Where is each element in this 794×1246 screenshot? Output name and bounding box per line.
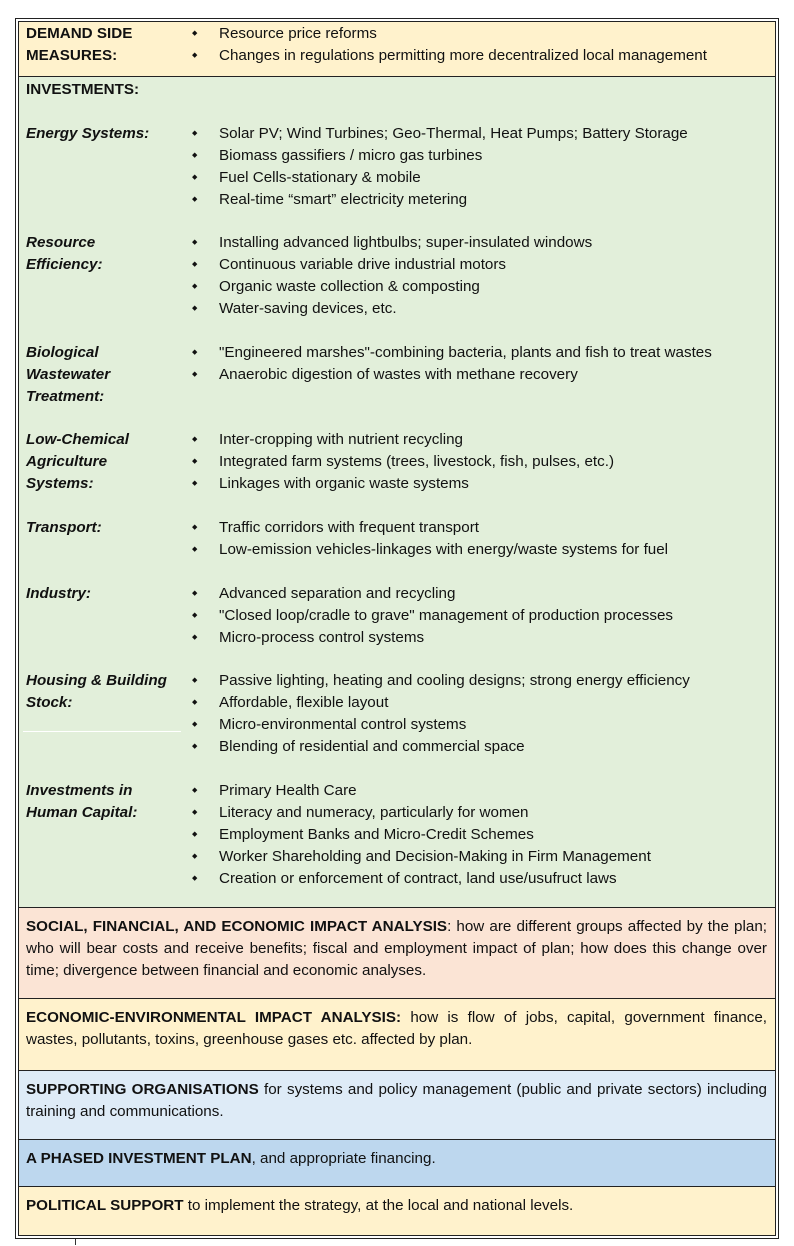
- investment-plan-paragraph: [19, 1140, 775, 1170]
- list-item: [192, 123, 775, 145]
- investment-group-label: [26, 517, 186, 539]
- diamond-bullet-icon: ◆: [192, 524, 198, 532]
- investment-group: [19, 429, 775, 495]
- investment-group-label-line: Energy Systems:: [26, 124, 150, 142]
- list-item-text: Linkages with organic waste systems: [219, 475, 469, 493]
- list-item: [192, 429, 775, 451]
- investment-group-label-line: Low-Chemical: [26, 431, 129, 449]
- investments-heading: INVESTMENTS:: [26, 81, 140, 98]
- list-item-text: Biomass gassifiers / micro gas turbines: [219, 146, 483, 164]
- investment-group-label-line: Human Capital:: [26, 803, 138, 821]
- list-item-text: Employment Banks and Micro-Credit Schemes: [219, 825, 534, 843]
- list-item: [192, 145, 775, 167]
- investment-group: [19, 583, 775, 649]
- investment-group-label-line: Housing & Building: [26, 672, 167, 690]
- investment-group-label: [26, 342, 186, 408]
- diamond-bullet-icon: ◆: [192, 195, 198, 203]
- diamond-bullet-icon: ◆: [192, 51, 198, 59]
- diamond-bullet-icon: ◆: [192, 852, 198, 860]
- list-item-text: Micro-environmental control systems: [219, 716, 467, 734]
- diamond-bullet-icon: ◆: [192, 305, 198, 313]
- investment-group: [19, 123, 775, 211]
- list-item-text: Integrated farm systems (trees, livestock, fish, pulses, etc.): [219, 453, 615, 471]
- diamond-bullet-icon: ◆: [192, 348, 198, 356]
- list-item-text: Fuel Cells-stationary & mobile: [219, 168, 421, 186]
- investment-group-list: [192, 429, 775, 495]
- investment-group-list: [192, 583, 775, 649]
- diamond-bullet-icon: ◆: [192, 545, 198, 553]
- list-item-text: Organic waste collection & composting: [219, 278, 480, 296]
- supporting-orgs-paragraph: [19, 1071, 775, 1123]
- diamond-bullet-icon: ◆: [192, 151, 198, 159]
- list-item: [192, 189, 775, 211]
- list-item: [192, 714, 775, 736]
- list-item-text: Changes in regulations permitting more decentralized local management: [219, 46, 707, 64]
- investment-group-list: [192, 123, 775, 211]
- strategy-table: [18, 21, 776, 1236]
- diamond-bullet-icon: ◆: [192, 633, 198, 641]
- list-item: [192, 868, 775, 890]
- list-item-text: Continuous variable drive industrial motors: [219, 256, 507, 274]
- investment-group-label-line: Efficiency:: [26, 256, 103, 274]
- diamond-bullet-icon: ◆: [192, 283, 198, 291]
- list-item-text: Passive lighting, heating and cooling designs; strong energy efficiency: [219, 672, 690, 690]
- diamond-bullet-icon: ◆: [192, 874, 198, 882]
- demand-side-label: [26, 23, 186, 67]
- diamond-bullet-icon: ◆: [192, 589, 198, 597]
- list-item-text: Advanced separation and recycling: [219, 584, 456, 602]
- investment-group-label-line: Industry:: [26, 584, 91, 602]
- list-item-text: Primary Health Care: [219, 781, 357, 799]
- investment-group-label-line: Agriculture: [26, 453, 108, 471]
- list-item-text: Real-time “smart” electricity metering: [219, 190, 468, 208]
- impact-analysis-text: : how are different groups affected by the plan; who will bear costs and receive benefits; fiscal and employment impact of plan; how does this change over time; divergence between financial and economic analyses.: [26, 918, 767, 979]
- diamond-bullet-icon: ◆: [192, 743, 198, 751]
- investment-group-label-line: Systems:: [26, 475, 94, 493]
- stray-tick-mark: [75, 1239, 76, 1245]
- list-item: [192, 232, 775, 254]
- diamond-bullet-icon: ◆: [192, 699, 198, 707]
- diamond-bullet-icon: ◆: [192, 721, 198, 729]
- diamond-bullet-icon: ◆: [192, 611, 198, 619]
- diamond-bullet-icon: ◆: [192, 808, 198, 816]
- diamond-bullet-icon: ◆: [192, 129, 198, 137]
- list-item-text: Low-emission vehicles-linkages with energy/waste systems for fuel: [219, 540, 669, 558]
- list-item: [192, 780, 775, 802]
- political-support-title: POLITICAL SUPPORT: [26, 1197, 184, 1214]
- investment-group-label: [26, 232, 186, 276]
- spacer: [192, 386, 775, 408]
- investment-group: [19, 670, 775, 758]
- supporting-orgs-text: for systems and policy management (public and private sectors) including training and communications.: [26, 1081, 767, 1120]
- investment-group-label-line: Wastewater: [26, 365, 111, 383]
- env-analysis-paragraph: [19, 999, 775, 1051]
- political-support-section: [19, 1187, 775, 1236]
- list-item: [192, 846, 775, 868]
- investments-section: [19, 77, 775, 908]
- investment-group-label-line: Resource: [26, 234, 96, 252]
- list-item: [192, 802, 775, 824]
- list-item: [192, 276, 775, 298]
- list-item-text: Water-saving devices, etc.: [219, 300, 397, 318]
- demand-side-row: [19, 23, 775, 67]
- investment-group-label-line: Transport:: [26, 519, 102, 537]
- list-item: [192, 583, 775, 605]
- list-item-text: Blending of residential and commercial space: [219, 738, 525, 756]
- list-item: [192, 45, 775, 67]
- list-item: [192, 517, 775, 539]
- list-item: [192, 167, 775, 189]
- supporting-orgs-title: SUPPORTING ORGANISATIONS: [26, 1081, 259, 1098]
- list-item-text: "Engineered marshes"-combining bacteria, plants and fish to treat wastes: [219, 343, 712, 361]
- investment-plan-text: , and appropriate financing.: [251, 1150, 436, 1167]
- supporting-orgs-section: [19, 1071, 775, 1140]
- list-item: [192, 692, 775, 714]
- diamond-bullet-icon: ◆: [192, 370, 198, 378]
- investment-group-label: [26, 583, 186, 605]
- list-item-text: Literacy and numeracy, particularly for women: [219, 803, 529, 821]
- env-analysis-title: ECONOMIC-ENVIRONMENTAL IMPACT ANALYSIS:: [26, 1009, 402, 1026]
- investment-group: [19, 342, 775, 408]
- list-item: [192, 539, 775, 561]
- investment-group: [19, 780, 775, 890]
- investment-group-list: [192, 232, 775, 320]
- diamond-bullet-icon: ◆: [192, 830, 198, 838]
- diamond-bullet-icon: ◆: [192, 261, 198, 269]
- investment-group-label-line: Investments in: [26, 781, 133, 799]
- diamond-bullet-icon: ◆: [192, 480, 198, 488]
- list-item: [192, 824, 775, 846]
- investment-group-label: [26, 780, 186, 824]
- diamond-bullet-icon: ◆: [192, 30, 198, 37]
- list-item: [192, 605, 775, 627]
- list-item-text: "Closed loop/cradle to grave" management of production processes: [219, 606, 674, 624]
- env-analysis-text: how is flow of jobs, capital, government finance, wastes, pollutants, toxins, greenhouse gases etc. affected by plan.: [26, 1009, 768, 1048]
- list-item: [192, 670, 775, 692]
- political-support-text: to implement the strategy, at the local and national levels.: [183, 1197, 574, 1214]
- investment-group-label: [26, 670, 186, 714]
- investment-group-label: [26, 429, 186, 495]
- demand-side-label-line: MEASURES:: [26, 46, 118, 64]
- list-item: [192, 364, 775, 386]
- political-support-paragraph: [19, 1187, 775, 1217]
- investment-group: [19, 232, 775, 320]
- list-item: [192, 473, 775, 495]
- investment-group-list: [192, 670, 775, 758]
- list-item: [192, 736, 775, 758]
- diamond-bullet-icon: ◆: [192, 677, 198, 685]
- diamond-bullet-icon: ◆: [192, 436, 198, 444]
- impact-analysis-paragraph: [19, 908, 775, 982]
- investment-group-list: [192, 342, 775, 408]
- demand-side-section: [19, 22, 775, 77]
- list-item-text: Anaerobic digestion of wastes with methane recovery: [219, 365, 578, 383]
- list-item-text: Resource price reforms: [219, 25, 377, 42]
- investment-plan-title: A PHASED INVESTMENT PLAN: [26, 1150, 252, 1167]
- list-item-text: Traffic corridors with frequent transport: [219, 519, 479, 537]
- investment-group-label-line: Stock:: [26, 694, 73, 712]
- diamond-bullet-icon: ◆: [192, 458, 198, 466]
- impact-analysis-section: [19, 908, 775, 999]
- investment-group-list: [192, 780, 775, 890]
- diamond-bullet-icon: ◆: [192, 239, 198, 247]
- demand-side-list: [192, 23, 775, 67]
- impact-analysis-title: SOCIAL, FINANCIAL, AND ECONOMIC IMPACT ANALYSIS: [26, 918, 448, 935]
- list-item: [192, 23, 775, 45]
- investment-group-label-line: Treatment:: [26, 387, 105, 405]
- list-item: [192, 627, 775, 649]
- investment-group-list: [192, 517, 775, 561]
- diamond-bullet-icon: ◆: [192, 786, 198, 794]
- demand-side-label-line: DEMAND SIDE: [26, 25, 133, 42]
- diamond-bullet-icon: ◆: [192, 173, 198, 181]
- faint-divider: [23, 731, 181, 732]
- list-item-text: Inter-cropping with nutrient recycling: [219, 431, 463, 449]
- list-item: [192, 342, 775, 364]
- list-item: [192, 451, 775, 473]
- list-item-text: Installing advanced lightbulbs; super-insulated windows: [219, 234, 593, 252]
- list-item-text: Creation or enforcement of contract, land use/usufruct laws: [219, 869, 617, 887]
- investment-group-label: [26, 123, 186, 145]
- list-item-text: Micro-process control systems: [219, 628, 425, 646]
- investment-group-label-line: Biological: [26, 343, 99, 361]
- list-item-text: Solar PV; Wind Turbines; Geo-Thermal, Heat Pumps; Battery Storage: [219, 124, 688, 142]
- list-item: [192, 254, 775, 276]
- list-item-text: Worker Shareholding and Decision-Making in Firm Management: [219, 847, 651, 865]
- investment-group: [19, 517, 775, 561]
- investment-plan-section: [19, 1140, 775, 1187]
- list-item: [192, 298, 775, 320]
- investment-groups: [19, 123, 775, 890]
- env-analysis-section: [19, 999, 775, 1071]
- list-item-text: Affordable, flexible layout: [219, 694, 389, 712]
